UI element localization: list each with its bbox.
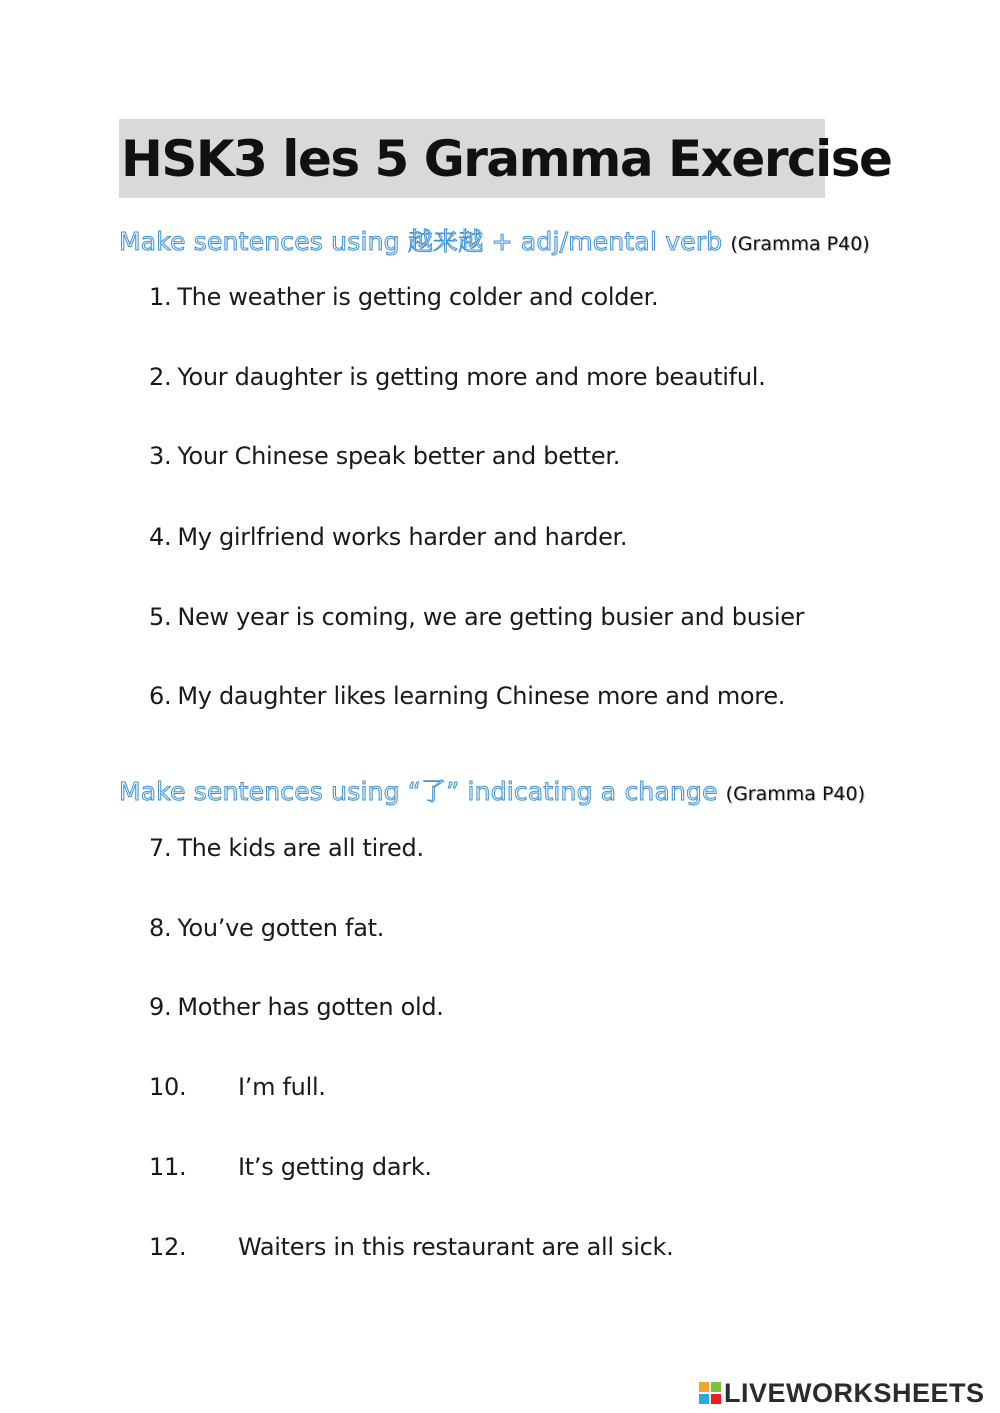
exercise-item-11: [149, 1152, 432, 1182]
section-2-instruction: Make sentences using “了” indicating a change: [119, 777, 718, 806]
exercise-item-10: [149, 1072, 326, 1102]
item-number: 4.: [149, 523, 172, 551]
item-number: 3.: [149, 442, 172, 470]
liveworksheets-watermark: [699, 1378, 985, 1408]
exercise-item-4: [149, 522, 627, 552]
page-title: HSK3 les 5 Gramma Exercise: [121, 130, 892, 188]
item-text: My girlfriend works harder and harder.: [177, 523, 628, 551]
item-number: 12.: [149, 1233, 187, 1261]
item-text: It’s getting dark.: [238, 1153, 432, 1181]
item-number: 8.: [149, 914, 172, 942]
item-number: 9.: [149, 993, 172, 1021]
item-text: Mother has gotten old.: [177, 993, 444, 1021]
item-text: I’m full.: [238, 1073, 326, 1101]
item-text: You’ve gotten fat.: [177, 914, 385, 942]
section-1-reference: (Gramma P40): [730, 233, 870, 255]
exercise-item-12: [149, 1232, 673, 1262]
item-text: The weather is getting colder and colder.: [177, 283, 659, 311]
logo-square: [699, 1382, 709, 1392]
exercise-item-2: [149, 362, 765, 392]
exercise-item-8: [149, 913, 384, 943]
item-number: 10.: [149, 1073, 187, 1101]
item-number: 11.: [149, 1153, 187, 1181]
exercise-item-5: [149, 602, 804, 632]
section-2-reference: (Gramma P40): [725, 783, 865, 805]
section-1-instruction: Make sentences using 越来越 + adj/mental verb: [119, 227, 723, 256]
logo-square: [711, 1382, 721, 1392]
item-number: 2.: [149, 363, 172, 391]
watermark-text: LIVEWORKSHEETS: [724, 1378, 985, 1408]
item-text: Your Chinese speak better and better.: [177, 442, 621, 470]
item-text: Your daughter is getting more and more beautiful.: [177, 363, 766, 391]
item-number: 6.: [149, 682, 172, 710]
item-text: New year is coming, we are getting busier and busier: [177, 603, 805, 631]
exercise-item-3: [149, 441, 620, 471]
item-text: Waiters in this restaurant are all sick.: [238, 1233, 674, 1261]
item-number: 7.: [149, 834, 172, 862]
item-number: 1.: [149, 283, 172, 311]
item-number: 5.: [149, 603, 172, 631]
exercise-item-7: [149, 833, 424, 863]
liveworksheets-logo-icon: [699, 1382, 721, 1404]
item-text: My daughter likes learning Chinese more and more.: [177, 682, 786, 710]
logo-square: [699, 1394, 709, 1404]
section-1-heading: [119, 222, 870, 258]
exercise-item-9: [149, 992, 444, 1022]
section-2-heading: [119, 772, 865, 808]
exercise-item-6: [149, 681, 785, 711]
item-text: The kids are all tired.: [177, 834, 424, 862]
exercise-item-1: [149, 282, 658, 312]
logo-square: [711, 1394, 721, 1404]
